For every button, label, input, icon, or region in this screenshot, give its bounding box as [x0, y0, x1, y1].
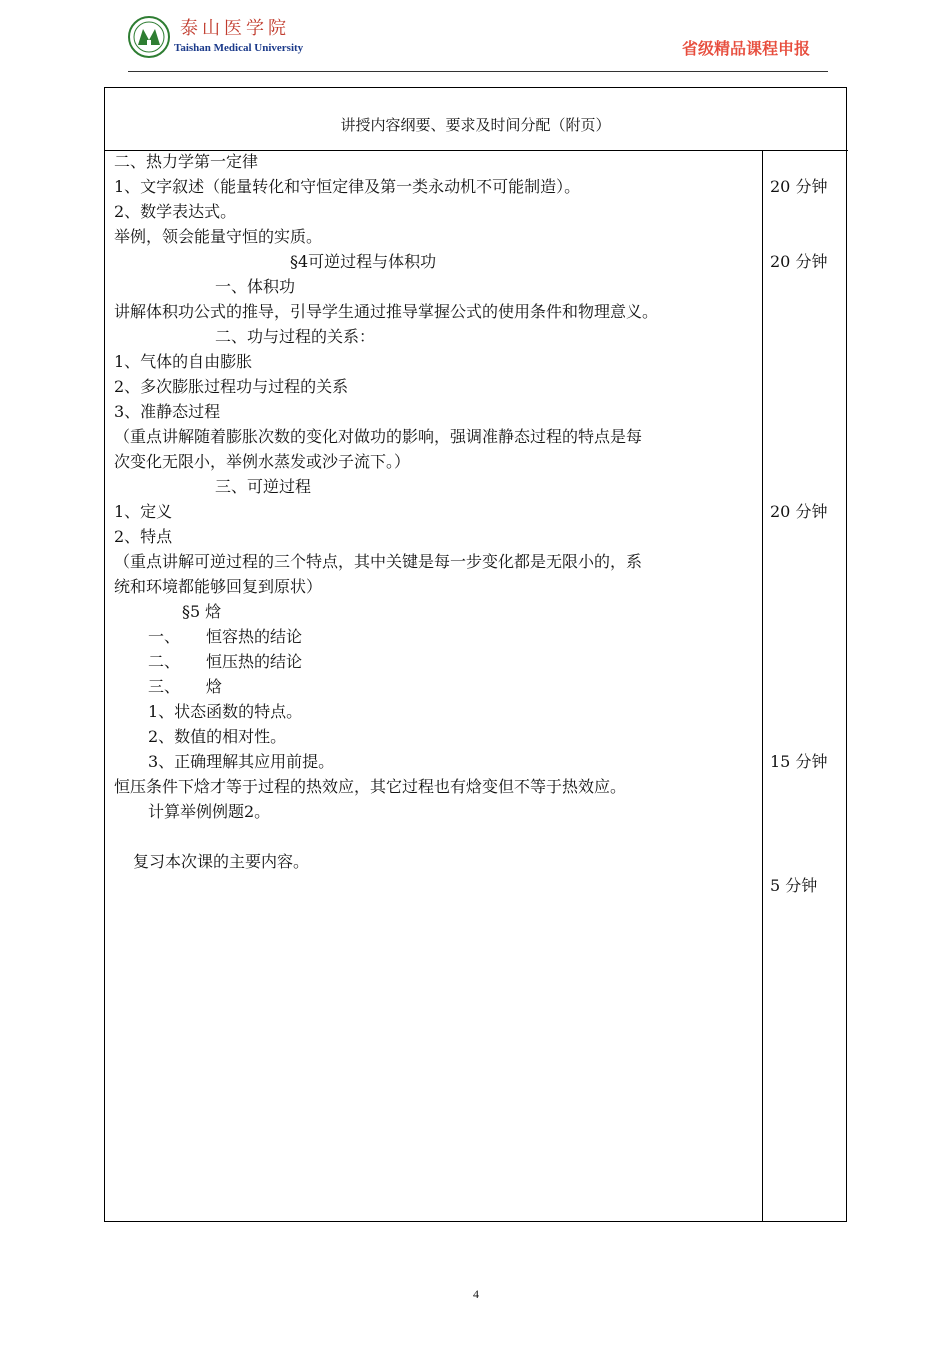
content-line: （重点讲解可逆过程的三个特点，其中关键是每一步变化都是无限小的，系 [114, 552, 643, 571]
content-line: 次变化无限小，举例水蒸发或沙子流下。） [114, 452, 411, 471]
content-line: 1、气体的自由膨胀 [114, 352, 253, 371]
content-line: 2、数值的相对性。 [148, 727, 287, 746]
content-line: 1、文字叙述（能量转化和守恒定律及第一类永动机不可能制造）。 [114, 177, 581, 196]
subsection-heading: 三、可逆过程 [215, 477, 312, 496]
content-line: 计算举例例题2。 [148, 802, 271, 821]
content-line: 2、特点 [114, 527, 173, 546]
content-line: 复习本次课的主要内容。 [133, 852, 310, 871]
university-logo-icon [128, 16, 170, 58]
school-name-cn: 泰山医学院 [180, 18, 290, 39]
content-line: 举例，领会能量守恒的实质。 [114, 227, 323, 246]
content-line: 3、准静态过程 [114, 402, 221, 421]
time-allocation: 20 分钟 [770, 502, 828, 521]
section-heading: §5 焓 [182, 602, 222, 621]
content-line: 恒压热的结论 [206, 652, 303, 671]
content-line: 3、正确理解其应用前提。 [148, 752, 335, 771]
time-allocation: 20 分钟 [770, 177, 828, 196]
list-marker: 三、 [148, 677, 181, 696]
subsection-heading: 二、功与过程的关系： [215, 327, 376, 346]
content-line: 二、热力学第一定律 [114, 152, 259, 171]
content-line: 焓 [206, 677, 223, 696]
content-line: 恒压条件下焓才等于过程的热效应，其它过程也有焓变但不等于热效应。 [114, 777, 627, 796]
subsection-heading: 一、体积功 [215, 277, 296, 296]
page-header [0, 0, 952, 75]
header-right-title: 省级精品课程申报 [681, 39, 810, 58]
page-number: 4 [473, 1287, 479, 1301]
table-title-row [105, 88, 846, 151]
content-line: 1、状态函数的特点。 [148, 702, 303, 721]
header-divider [128, 71, 828, 72]
content-line: 2、数学表达式。 [114, 202, 237, 221]
content-line: （重点讲解随着膨胀次数的变化对做功的影响，强调准静态过程的特点是每 [114, 427, 643, 446]
content-line: 1、定义 [114, 502, 173, 521]
table-title: 讲授内容纲要、要求及时间分配（附页） [340, 116, 611, 134]
content-line: 讲解体积功公式的推导，引导学生通过推导掌握公式的使用条件和物理意义。 [114, 302, 659, 321]
section-heading: §4可逆过程与体积功 [290, 252, 437, 271]
list-marker: 一、 [148, 627, 181, 646]
time-allocation: 15 分钟 [770, 752, 828, 771]
content-line: 统和环境都能够回复到原状） [114, 577, 323, 596]
content-line: 2、多次膨胀过程功与过程的关系 [114, 377, 349, 396]
time-allocation: 20 分钟 [770, 252, 828, 271]
table-edge [846, 150, 848, 151]
time-allocation: 5 分钟 [770, 876, 818, 895]
content-line: 恒容热的结论 [206, 627, 303, 646]
list-marker: 二、 [148, 652, 181, 671]
school-name-en: Taishan Medical University [174, 42, 304, 54]
column-divider [762, 150, 763, 1221]
